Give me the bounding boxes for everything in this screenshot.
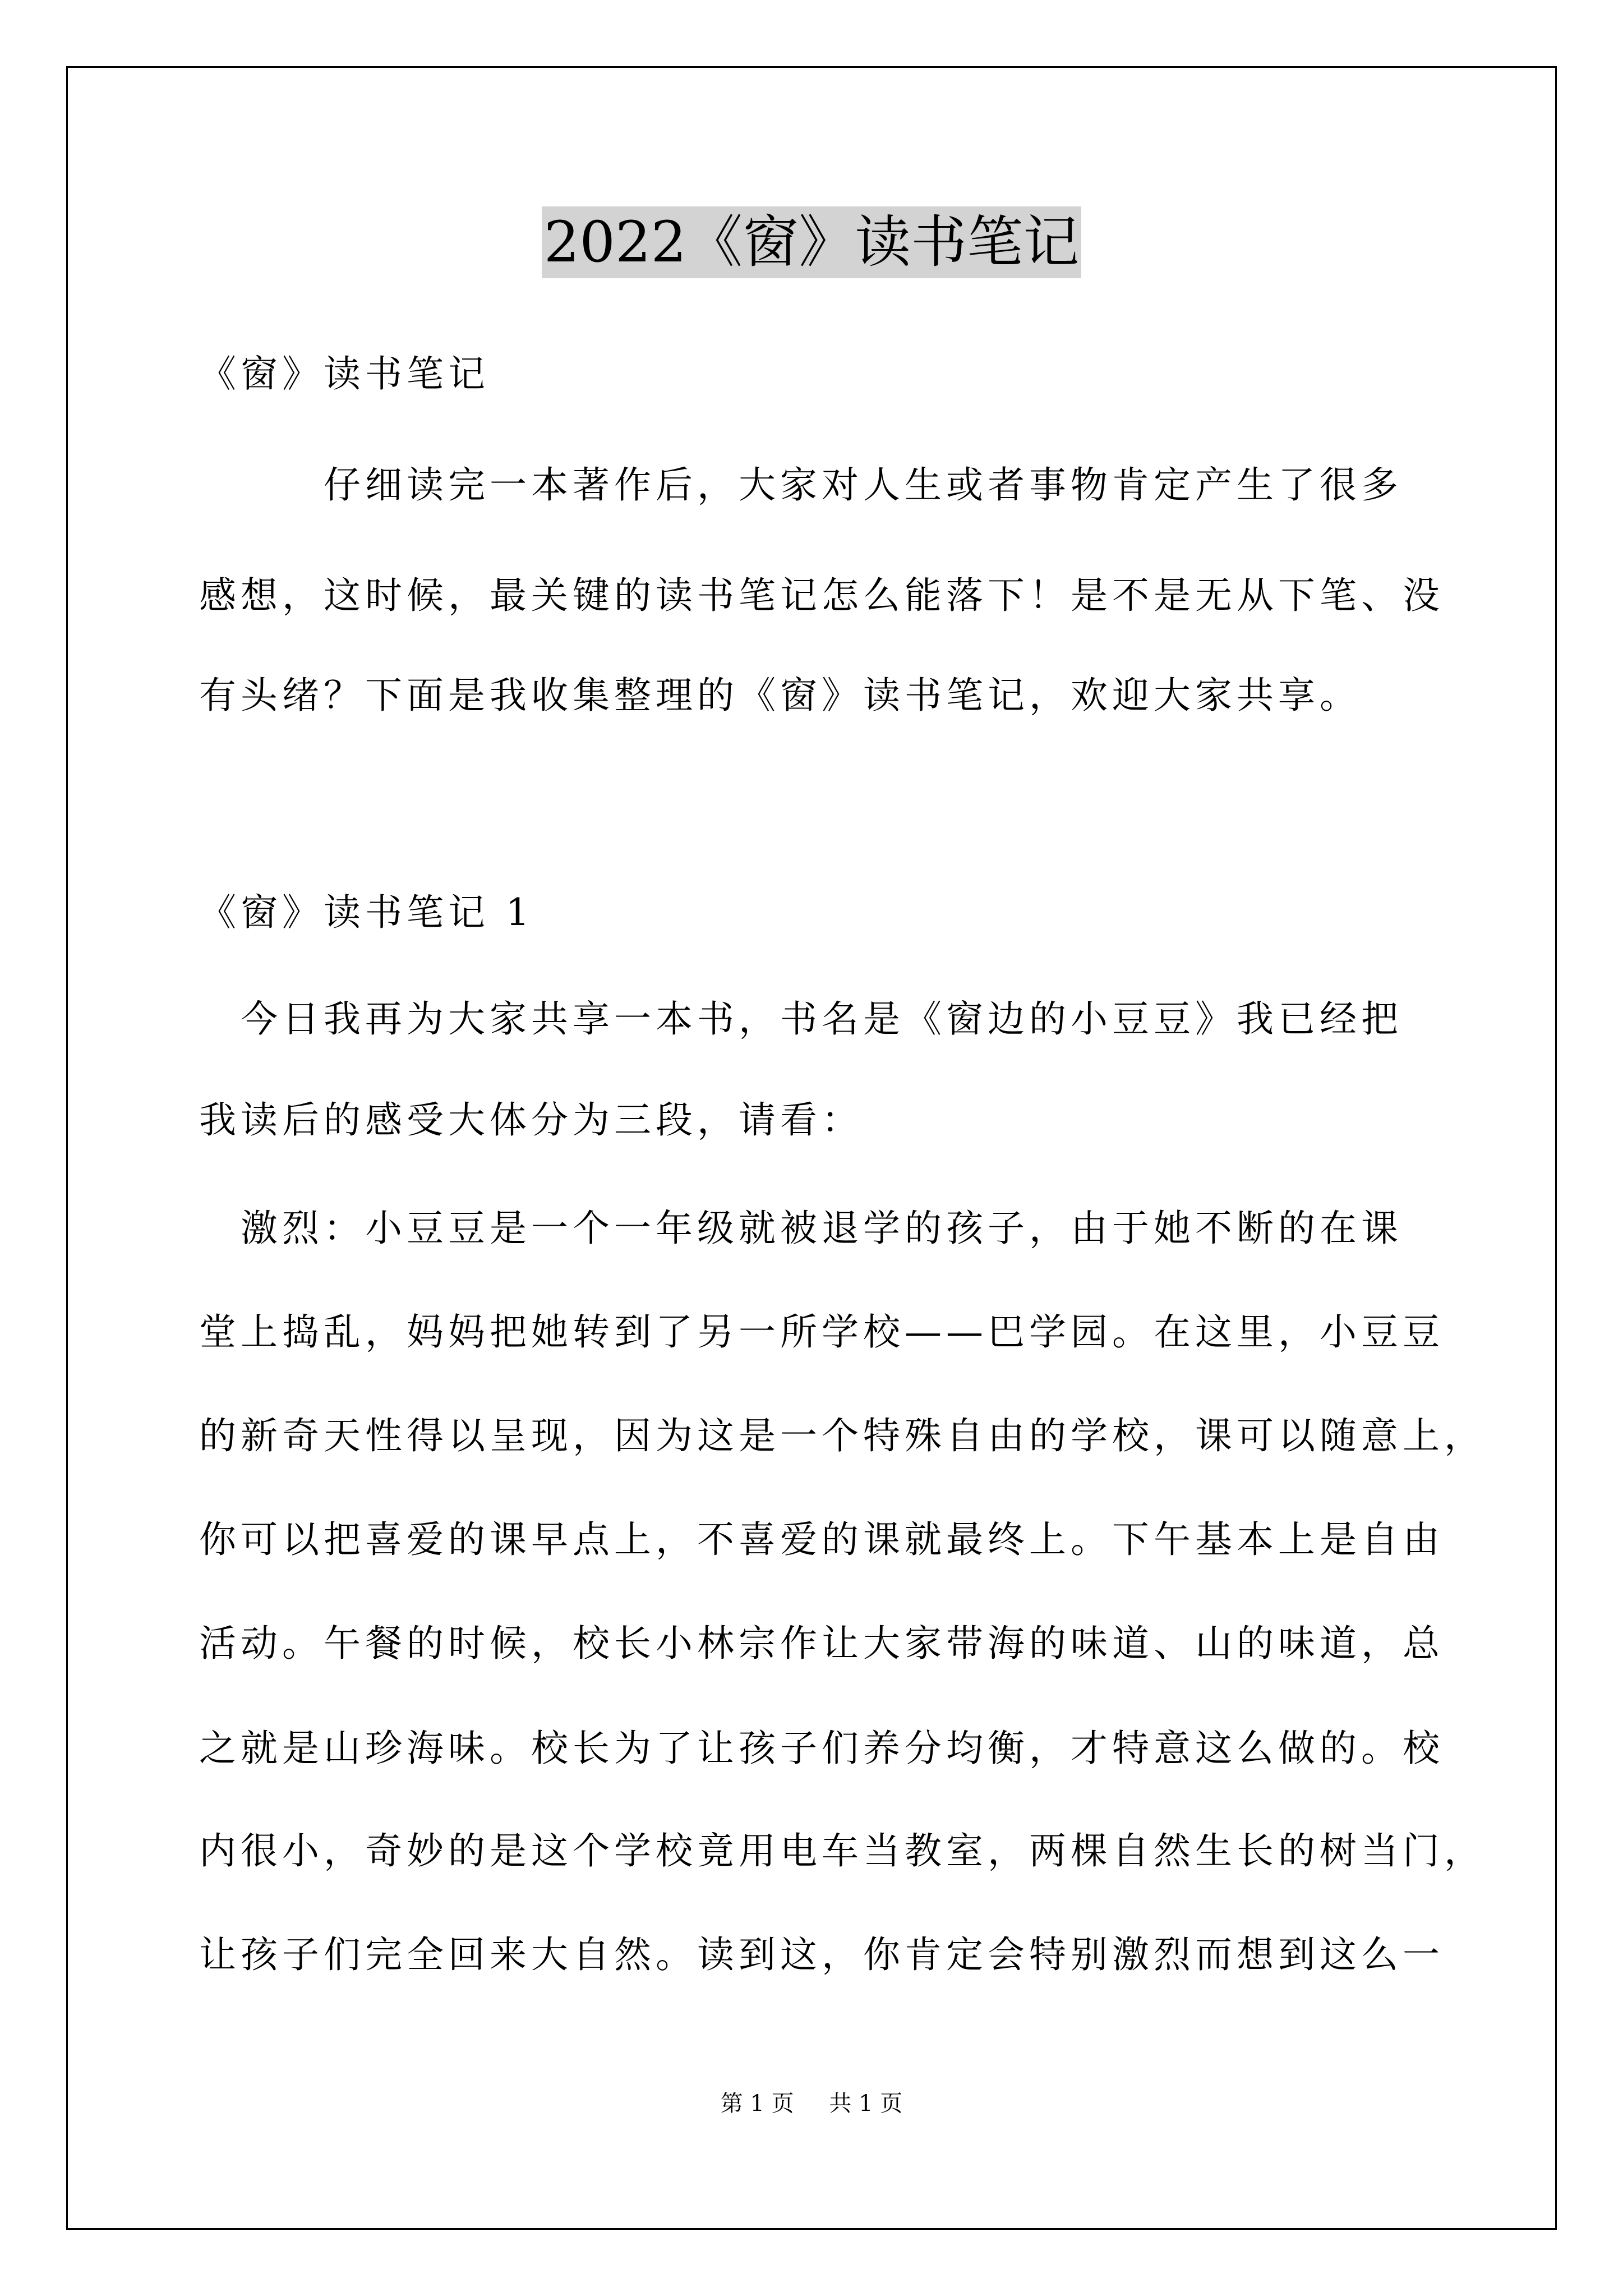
body-line: 之就是山珍海味。校长为了让孩子们养分均衡，才特意这么做的。校 bbox=[199, 1727, 1444, 1770]
intro-line: 感想，这时候，最关键的读书笔记怎么能落下！是不是无从下笔、没 bbox=[199, 574, 1444, 617]
page-footer bbox=[0, 2090, 1623, 2118]
body-line: 的新奇天性得以呈现，因为这是一个特殊自由的学校，课可以随意上， bbox=[199, 1414, 1486, 1457]
intro-line: 有头绪？下面是我收集整理的《窗》读书笔记，欢迎大家共享。 bbox=[199, 674, 1361, 717]
intro-line: 仔细读完一本著作后，大家对人生或者事物肯定产生了很多 bbox=[199, 463, 1403, 507]
body-line: 活动。午餐的时候，校长小林宗作让大家带海的味道、山的味道，总 bbox=[199, 1622, 1444, 1665]
body-line: 我读后的感受大体分为三段，请看： bbox=[199, 1098, 863, 1142]
body-line: 你可以把喜爱的课早点上，不喜爱的课就最终上。下午基本上是自由 bbox=[199, 1518, 1444, 1561]
section-heading: 《窗》读书笔记 1 bbox=[199, 891, 534, 934]
body-line: 内很小，奇妙的是这个学校竟用电车当教室，两棵自然生长的树当门， bbox=[199, 1829, 1486, 1872]
body-line: 激烈：小豆豆是一个一年级就被退学的孩子，由于她不断的在课 bbox=[199, 1207, 1403, 1250]
title-container bbox=[0, 206, 1623, 278]
document-title: 2022《窗》读书笔记 bbox=[542, 206, 1082, 278]
body-line: 今日我再为大家共享一本书，书名是《窗边的小豆豆》我已经把 bbox=[199, 997, 1403, 1041]
total-pages: 共 1 页 bbox=[829, 2091, 903, 2116]
body-line: 堂上捣乱，妈妈把她转到了另一所学校——巴学园。在这里，小豆豆 bbox=[199, 1310, 1444, 1354]
page-number: 第 1 页 bbox=[720, 2091, 794, 2116]
body-line: 让孩子们完全回来大自然。读到这，你肯定会特别激烈而想到这么一 bbox=[199, 1933, 1444, 1976]
subtitle: 《窗》读书笔记 bbox=[199, 352, 490, 395]
